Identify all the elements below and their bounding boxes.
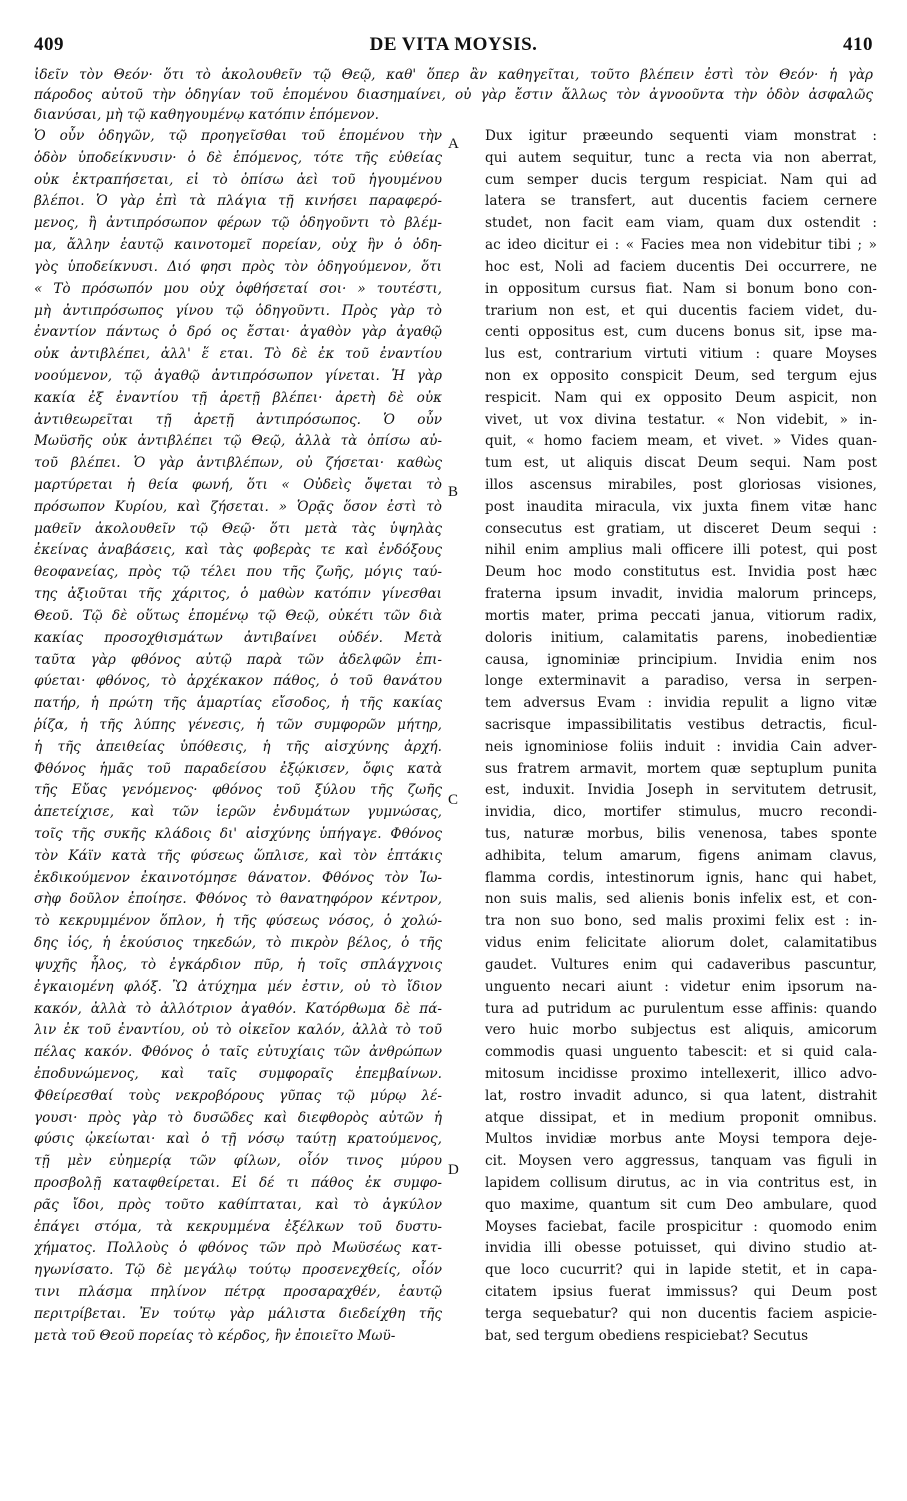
latin-text-line: fraterna ipsum invadit, invidia malorum princeps, xyxy=(485,586,877,603)
latin-text-line: lat, rostro invadit adunco, si qua latent, distrahit xyxy=(485,1087,877,1104)
latin-text-line: quit, « homo faciem meam, et vivet. » Vides quan- xyxy=(485,433,877,450)
latin-text-line: ac ideo dicitur ei : « Facies mea non videbitur tibi ; » xyxy=(485,237,877,254)
latin-text-line: adhibita, telum amarum, figens animam clavus, xyxy=(485,847,877,864)
latin-text-line: Moyses faciebat, facile prospicitur : quomodo enim xyxy=(485,1218,877,1235)
greek-text-line: ἐκείνας ἀναβάσεις, καὶ τὰς φοβερὰς τε καὶ ἐνδόξους xyxy=(34,542,442,559)
greek-text-line: πρόσωπον Κυρίου, καὶ ζήσεται. » Ὁρᾷς ὅσον ἐστὶ τὸ xyxy=(34,498,442,515)
greek-text-line: τὸ κεκρυμμένον ὅπλον, ἡ τῆς φύσεως νόσος, ὁ χολώ- xyxy=(34,913,442,930)
greek-text-line: μετὰ τοῦ Θεοῦ πορείας τὸ κέρδος, ἣν ἐποιεῖτο Μωϋ- xyxy=(34,1327,396,1344)
latin-text-line: atque dissipat, et in medium proponit omnibus. xyxy=(485,1109,877,1126)
latin-text-line: commodis quasi unguento tabescit: et si quid cala- xyxy=(485,1044,877,1061)
latin-column xyxy=(485,126,877,1348)
greek-text-line: ἐγκαιομένη φλόξ. Ὢ ἀτύχημα μέν ἐστιν, οὐ τὸ ἴδιον xyxy=(34,978,442,995)
greek-text-line: Θεοῦ. Τῷ δὲ οὕτως ἑπομένῳ τῷ Θεῷ, οὐκέτι τῶν διὰ xyxy=(34,607,442,624)
latin-text-line: tem adversus Evam : invidia repulit a ligno vitæ xyxy=(485,695,877,712)
latin-text-line: mortis mater, prima peccati janua, vitiorum radix, xyxy=(485,607,877,624)
latin-text-line: illos ascensus mirabiles, post gloriosas visiones, xyxy=(485,477,877,493)
latin-text-line: gaudet. Vultures enim qui cadaveribus pascuntur, xyxy=(485,956,877,973)
greek-text-line: Φθείρεσθαί τοὺς νεκροβόρους γῦπας τῷ μύρῳ λέ- xyxy=(34,1087,442,1104)
latin-text-line: latera se transfert, aut ducentis faciem cernere xyxy=(485,193,877,210)
greek-text-line: τινι πλάσμα πηλίνον πέτρᾳ προσαραχθέν, ἑαυτῷ xyxy=(34,1284,442,1301)
latin-text-line: mitosum incidisse proximo intellexerit, illico advo- xyxy=(485,1065,877,1082)
greek-text-line: τὸν Κάϊν κατὰ τῆς φύσεως ὥπλισε, καὶ τὸν ἑπτάκις xyxy=(34,847,442,864)
greek-text-line: κακία ἐξ ἐναντίου τῇ ἀρετῇ βλέπει· ἀρετὴ δὲ οὐκ xyxy=(34,389,442,406)
greek-text-line: ἐναντίον πάντως ὁ δρό ος ἔσται· ἀγαθὸν γὰρ ἀγαθῷ xyxy=(34,324,442,341)
latin-text-line: est, induxit. Invidia Joseph in servitutem detrusit, xyxy=(485,782,877,799)
greek-text-line: νοούμενον, τῷ ἀγαθῷ ἀντιπρόσωπον γίνεται. Ἡ γὰρ xyxy=(34,367,442,384)
greek-text-line: περιτρίβεται. Ἐν τούτῳ γὰρ μάλιστα διεδείχθη τῆς xyxy=(34,1305,442,1322)
latin-text-line: lus est, contrarium virtuti vitium : quare Moyses xyxy=(485,346,877,363)
greek-text-line: Φθόνος ἡμᾶς τοῦ παραδείσου ἐξῴκισεν, ὄφις κατὰ xyxy=(34,760,442,777)
latin-text-line: trarium non est, et qui ducentis faciem videt, du- xyxy=(485,302,877,319)
greek-text-line: γὸς ὑποδείκνυσι. Διό φησι πρὸς τὸν ὁδηγούμενον, ὅτι xyxy=(34,258,442,275)
running-title: DE VITA MOYSIS. xyxy=(369,34,538,55)
greek-text-line: οὐκ ἐκτραπήσεται, εἰ τὸ ὀπίσω ἀεὶ τοῦ ἡγουμένου xyxy=(34,171,442,188)
greek-text-line: πατήρ, ἡ πρώτη τῆς ἁμαρτίας εἴσοδος, ἡ τῆς κακίας xyxy=(34,695,442,712)
latin-text-line: vivet, ut vox divina testatur. « Non videbit, » in- xyxy=(485,411,877,428)
greek-text-line: ἐποδυνώμενος, καὶ ταῖς συμφοραῖς ἐπεμβαίνων. xyxy=(34,1065,442,1082)
latin-text-line: post inaudita miracula, vix juxta finem vitæ hanc xyxy=(485,498,877,515)
latin-text-line: unguento necari aiunt : videtur enim ipsorum na- xyxy=(485,978,877,995)
latin-text-line: sacrisque impassibilitatis vestibus detractis, ficul- xyxy=(485,716,877,733)
greek-text-line: ψυχῆς ἧλος, τὸ ἐγκάρδιον πῦρ, ἡ τοῖς σπλάγχνοις xyxy=(34,956,442,973)
latin-text-line: centi oppositus est, cum ducens bonus sit, ipse ma- xyxy=(485,324,877,341)
greek-text-line: βλέποι. Ὁ γὰρ ἐπὶ τὰ πλάγια τῇ κινήσει παραφερό- xyxy=(34,193,442,210)
section-marker-c: C xyxy=(448,792,459,808)
latin-text-line: flamma cordis, intestinorum ignis, hanc qui habet, xyxy=(485,869,877,886)
latin-text-line: qui autem sequitur, tunc a recta via non aberrat, xyxy=(485,149,877,166)
latin-text-line: respicit. Nam qui ex opposito Deum aspicit, non xyxy=(485,389,877,406)
latin-text-line: non ex opposito conspicit Deum, sed tergum ejus xyxy=(485,367,877,384)
latin-text-line: non suis malis, sed alienis bonis infelix est, et con- xyxy=(485,891,877,908)
greek-text-line: μενος, ἢ ἀντιπρόσωπον φέρων τῷ ὁδηγοῦντι τὸ βλέμ- xyxy=(34,215,442,232)
latin-text-line: vero huic morbo subjectus est aliquis, amicorum xyxy=(485,1022,877,1039)
latin-text-line: tus, naturæ morbus, bilis venenosa, tabes sponte xyxy=(485,826,877,842)
latin-text-line: doloris initium, calamitatis parens, inobedientiæ xyxy=(485,629,877,646)
greek-text-line: ταῦτα γὰρ φθόνος αὐτῷ παρὰ τῶν ἀδελφῶν ἐπι- xyxy=(34,651,442,668)
greek-text-line: λιν ἐκ τοῦ ἐναντίου, οὐ τὸ οἰκεῖον καλόν, ἀλλὰ τὸ τοῦ xyxy=(34,1022,442,1039)
latin-text-line: nihil enim amplius mali officere illi potest, qui post xyxy=(485,542,877,559)
greek-text-line: ἡ τῆς ἀπειθείας ὑπόθεσις, ἡ τῆς αἰσχύνης ἀρχή. xyxy=(34,738,442,755)
latin-text-line: terga sequebatur? qui non ducentis faciem aspicie- xyxy=(485,1305,877,1322)
greek-text-line: οὐκ ἀντιβλέπει, ἀλλ' ἕ εται. Τὸ δὲ ἐκ τοῦ ἐναντίου xyxy=(34,346,442,363)
latin-text-line: Multos invidiæ morbus ante Moysi tempora deje- xyxy=(485,1131,877,1148)
latin-text-line: lapidem collisum dirutus, ac in via contritus est, in xyxy=(485,1175,877,1191)
latin-text-line: studet, non facit eam viam, quam dux ostendit : xyxy=(485,215,877,232)
greek-text-line: γουσι· πρὸς γὰρ τὸ δυσῶδες καὶ διεφθορὸς αὐτῶν ἡ xyxy=(34,1109,442,1126)
greek-text-line: πέλας κακόν. Φθόνος ὁ ταῖς εὐτυχίαις τῶν ἀνθρώπων xyxy=(34,1044,442,1061)
greek-text-line: μὴ ἀντιπρόσωπος γίνου τῷ ὁδηγοῦντι. Πρὸς γὰρ τὸ xyxy=(34,302,442,319)
greek-text-line: δης ἰός, ἡ ἑκούσιος τηκεδών, τὸ πικρὸν βέλος, ὁ τῆς xyxy=(34,935,442,952)
latin-text-line: tum est, ut aliquis discat Deum sequi. Nam post xyxy=(485,455,877,472)
latin-text-line: invidia, dico, mortifer stimulus, mucro recondi- xyxy=(485,804,877,821)
greek-text-line: τῇ μὲν εὐημερίᾳ τῶν φίλων, οἷόν τινος μύρου xyxy=(34,1153,442,1170)
section-marker-a: A xyxy=(448,136,459,152)
greek-text-line: ἐκδικούμενον ἐκαινοτόμησε θάνατον. Φθόνος τὸν Ἰω- xyxy=(34,869,442,886)
latin-text-line: citatem ipsius fuerat immissus? qui Deum post xyxy=(485,1284,877,1301)
latin-text-line: quo maxime, quantum sit cum Deo ambulare, quod xyxy=(485,1196,877,1213)
latin-text-line: Dux igitur præeundo sequenti viam monstrat : xyxy=(485,128,877,144)
greek-text-line: τοῖς τῆς συκῆς κλάδοις δι' αἰσχύνης ὑπήγαγε. Φθόνος xyxy=(34,826,442,842)
intro-line: διανύσαι, μὴ τῷ καθηγουμένῳ κατόπιν ἑπόμενον. xyxy=(34,106,379,123)
greek-text-line: Ὁ οὖν ὁδηγῶν, τῷ προηγεῖσθαι τοῦ ἑπομένου τὴν xyxy=(34,128,442,144)
page-number-right: 410 xyxy=(843,34,873,55)
latin-text-line: sus fratrem armavit, mortem quæ septuplum punita xyxy=(485,760,877,777)
intro-line: πάροδος αὐτοῦ τὴν ὁδηγίαν τοῦ ἑπομένου διασημαίνει, οὐ γὰρ ἔστιν ἄλλως τὸν ἀγνοοῦντα τὴν ὁδὸν ἀσφαλῶς xyxy=(34,86,873,103)
greek-text-line: ηγωνίσατο. Τῷ δὲ μεγάλῳ τούτῳ προσενεχθείς, οἷόν xyxy=(34,1262,442,1279)
greek-text-line: μα, ἄλλην ἑαυτῷ καινοτομεῖ πορείαν, οὐχ ἣν ὁ ὁδη- xyxy=(34,237,442,254)
page-header xyxy=(34,34,873,60)
greek-text-line: κακόν, ἀλλὰ τὸ ἀλλότριον ἀγαθόν. Κατόρθωμα δὲ πά- xyxy=(34,1000,442,1017)
greek-text-line: ὁδὸν ὑποδείκνυσιν· ὁ δὲ ἑπόμενος, τότε τῆς εὐθείας xyxy=(34,149,442,166)
greek-text-line: τῆς Εὔας γενόμενος· φθόνος τοῦ ξύλου τῆς ζωῆς xyxy=(34,782,442,799)
greek-text-line: Μωϋσῆς οὐκ ἀντιβλέπει τῷ Θεῷ, ἀλλὰ τὰ ὀπίσω αὐ- xyxy=(34,433,442,450)
greek-text-line: φύσις ᾠκείωται· καὶ ὁ τῇ νόσῳ ταύτῃ κρατούμενος, xyxy=(34,1131,442,1148)
latin-text-line: longe exterminavit a paradiso, versa in serpen- xyxy=(485,673,877,690)
greek-text-line: ἀπετείχισε, καὶ τῶν ἱερῶν ἐνδυμάτων γυμνώσας, xyxy=(34,804,442,821)
section-marker-b: B xyxy=(448,484,459,500)
latin-text-line: in oppositum cursus fiat. Nam si bonum bono con- xyxy=(485,280,877,297)
latin-text-line: vidus enim felicitate aliorum dolet, calamitatibus xyxy=(485,935,877,952)
greek-text-line: ἀντιθεωρεῖται τῇ ἀρετῇ ἀντιπρόσωπος. Ὁ οὖν xyxy=(34,411,442,428)
greek-text-line: τοῦ βλέπει. Ὁ γὰρ ἀντιβλέπων, οὐ ζήσεται· καθὼς xyxy=(34,455,442,472)
greek-text-line: μαθεῖν ἀκολουθεῖν τῷ Θεῷ· ὅτι μετὰ τὰς ὑψηλὰς xyxy=(34,520,442,537)
latin-text-line: cum semper ducis tergum respiciat. Nam qui ad xyxy=(485,171,877,188)
latin-text-line: invidia illi obesse potuisset, qui divino studio at- xyxy=(485,1240,877,1257)
section-marker-d: D xyxy=(448,1162,459,1178)
greek-text-line: φύεται· φθόνος, τὸ ἀρχέκακον πάθος, ὁ τοῦ θανάτου xyxy=(34,673,442,690)
greek-text-line: « Τὸ πρόσωπόν μου οὐχ ὀφθήσεταί σοι· » τουτέστι, xyxy=(34,280,442,297)
intro-line: ἰδεῖν τὸν Θεόν· ὅτι τὸ ἀκολουθεῖν τῷ Θεῷ, καθ' ὅπερ ἂν καθηγεῖται, τοῦτο βλέπειν ἐστὶ τὸν Θεόν· ἡ γὰρ xyxy=(34,67,873,83)
latin-text-line: neis ignominiose foliis induit : invidia Cain adver- xyxy=(485,738,877,755)
page-number-left: 409 xyxy=(34,34,64,55)
greek-column xyxy=(34,126,442,1348)
greek-text-line: της ἀξιοῦται τῆς χάριτος, ὁ μαθὼν κατόπιν γίνεσθαι xyxy=(34,586,442,603)
greek-text-line: θεοφανείας, πρὸς τῷ τέλει που τῆς ζωῆς, μόγις ταύ- xyxy=(34,564,442,581)
greek-text-line: ἐπάγει στόμα, τὰ κεκρυμμένα ἐξέλκων τοῦ δυστυ- xyxy=(34,1218,442,1235)
latin-text-line: Deum hoc modo constitutus est. Invidia post hæc xyxy=(485,564,877,581)
latin-text-line: tra non suo bono, sed malis proximi felix est : in- xyxy=(485,913,877,930)
latin-text-line: bat, sed tergum obediens respiciebat? Secutus xyxy=(485,1327,809,1344)
greek-text-line: ῥίζα, ἡ τῆς λύπης γένεσις, ἡ τῶν συμφορῶν μήτηρ, xyxy=(34,716,442,733)
greek-text-line: σὴφ δοῦλον ἐποίησε. Φθόνος τὸ θανατηφόρον κέντρον, xyxy=(34,891,442,908)
latin-text-line: causa, ignominiæ principium. Invidia enim nos xyxy=(485,651,877,668)
intro-paragraph xyxy=(34,66,873,125)
greek-text-line: προσβολῇ καταφθείρεται. Εἰ δέ τι πάθος ἐκ συμφο- xyxy=(34,1175,442,1191)
greek-text-line: κακίας προσοχθισμάτων ἀντιβαίνει οὐδέν. Μετὰ xyxy=(34,629,442,646)
latin-text-line: que loco cucurrit? qui in lapide stetit, et in capa- xyxy=(485,1262,877,1279)
greek-text-line: μαρτύρεται ἡ θεία φωνή, ὅτι « Οὐδεὶς ὄψεται τὸ xyxy=(34,477,442,493)
latin-text-line: tura ad putridum ac purulentum esse affinis: quando xyxy=(485,1000,877,1017)
latin-text-line: cit. Moysen vero aggressus, tanquam vas figuli in xyxy=(485,1153,877,1170)
latin-text-line: consecutus est gratiam, ut disceret Deum sequi : xyxy=(485,520,877,537)
latin-text-line: hoc est, Noli ad faciem ducentis Dei occurrere, ne xyxy=(485,258,877,275)
greek-text-line: χήματος. Πολλοὺς ὁ φθόνος τῶν πρὸ Μωϋσέως κατ- xyxy=(34,1240,442,1257)
greek-text-line: ρᾶς ἴδοι, πρὸς τοῦτο καθίπταται, καὶ τὸ ἀγκύλον xyxy=(34,1196,442,1213)
